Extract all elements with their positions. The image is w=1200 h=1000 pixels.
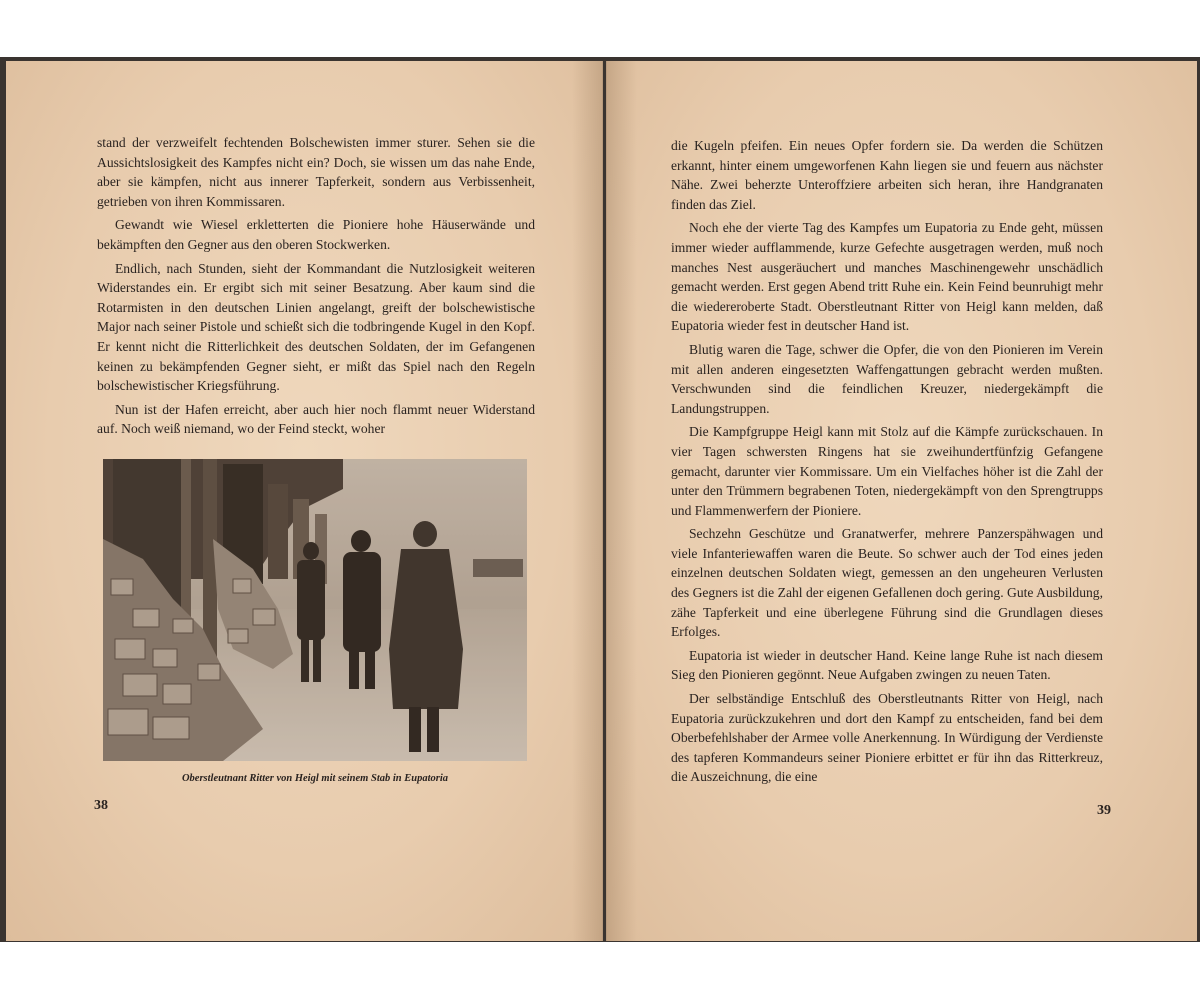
paragraph: Die Kampfgruppe Heigl kann mit Stolz auf die Kämpfe zurückschauen. In vier Tagen schwersten Ringens hat sie zweihundertfünfzig Gefangene gemacht, darunter vier Kommissare. Um ein Vielfaches höher ist die Zahl der unter den Trümmern begrabenen Toten, niedergekämpft von den Sprengtrupps und Flammenwerfern der Pioniere. [671,424,1103,518]
paragraph: Gewandt wie Wiesel erkletterten die Pioniere hohe Häuserwände und bekämpften den Gegner aus den oberen Stockwerken. [97,217,535,252]
paragraph: die Kugeln pfeifen. Ein neues Opfer fordern sie. Da werden die Schützen erkannt, hinter einem umgeworfenen Kahn liegen sie und feuern aus nächster Nähe. Zwei beherzte Unteroffziere arbeiten sich heran, ihre Handgranaten finden das Ziel. [671,138,1103,212]
left-page [6,61,603,941]
photo-caption: Oberstleutnant Ritter von Heigl mit seinem Stab in Eupatoria [181,773,449,784]
paragraph: Nun ist der Hafen erreicht, aber auch hier noch flammt neuer Widerstand auf. Noch weiß niemand, wo der Feind steckt, woher [97,401,535,437]
page-number: 38 [94,798,108,813]
right-page [606,61,1197,941]
left-page-text [97,133,535,443]
photo-illustration [103,459,527,761]
gutter-shadow [572,61,602,941]
paragraph: Endlich, nach Stunden, sieht der Kommandant die Nutzlosigkeit weiteren Widerstandes ein. Er ergibt sich mit seiner Besatzung. Aber kaum sind die Rotarmisten in den deutschen Linien angelangt, greift der bolschewistische Major nach seiner Pistole und schießt sich die todbringende Kugel in den Kopf. Er kennt nicht die Ritterlichkeit des deutschen Soldaten, der im Gefangenen keinen zu bekämpfenden Gegner sieht, er mißt das Spiel nach den Regeln bolschewistischer Kriegsführung. [97,260,535,394]
paragraph: Sechzehn Geschütze und Granatwerfer, mehrere Panzerspähwagen und viele Infanteriewaffen waren die Beute. So schwer auch der Tod eines jeden einzelnen deutschen Soldaten wiegt, gemessen an den ungeheuren Verlusten des Gegners ist die Zahl der eigenen Gefallenen doch gering. Gute Ausbildung, zähe Tapferkeit und eine überlegene Führung sind die Grundlagen dieses Erfolges. [671,526,1103,640]
open-book [0,57,1200,942]
page-number: 39 [1097,803,1111,818]
paragraph: stand der verzweifelt fechtenden Bolschewisten immer sturer. Sehen sie die Aussichtslosigkeit des Kampfes nicht ein? Doch, sie wissen um das nahe Ende, aber sie kämpfen, nicht aus innerer Tapferkeit, sondern aus Verbissenheit, getrieben von ihren Kommissaren. [97,135,535,209]
paragraph: Der selbständige Entschluß des Oberstleutnants Ritter von Heigl, nach Eupatoria zurückzukehren und dort den Kampf zu entscheiden, fand bei dem Oberbefehlshaber der Armee volle Anerkennung. In Würdigung der Verdienste des tapferen Kommandeurs seiner Pioniere erbittet er für ihn das Ritterkreuz, die Auszeichnung, die eine [671,691,1103,785]
right-page-text [671,136,1103,791]
paragraph: Noch ehe der vierte Tag des Kampfes um Eupatoria zu Ende geht, müssen immer wieder aufflammende, kurze Gefechte ausgetragen werden, muß noch manches Nest ausgeräuchert und manches Maschinengewehr unschädlich gemacht werden. Erst gegen Abend tritt Ruhe ein. Kein Feind beunruhigt mehr die wiedereroberte Stadt. Oberstleutnant Ritter von Heigl kann melden, daß Eupatoria wieder fest in deutscher Hand ist. [671,220,1103,334]
gutter-shadow [607,61,637,941]
photograph [103,459,527,761]
paragraph: Eupatoria ist wieder in deutscher Hand. Keine lange Ruhe ist nach diesem Sieg den Pionieren gegönnt. Neue Aufgaben zwingen zu neuen Taten. [671,647,1103,683]
paragraph: Blutig waren die Tage, schwer die Opfer, die von den Pionieren im Verein mit allen anderen eingesetzten Waffengattungen gebracht werden mußten. Verschwunden sind die feindlichen Kreuzer, niedergekämpft die Landungstruppen. [671,341,1103,416]
